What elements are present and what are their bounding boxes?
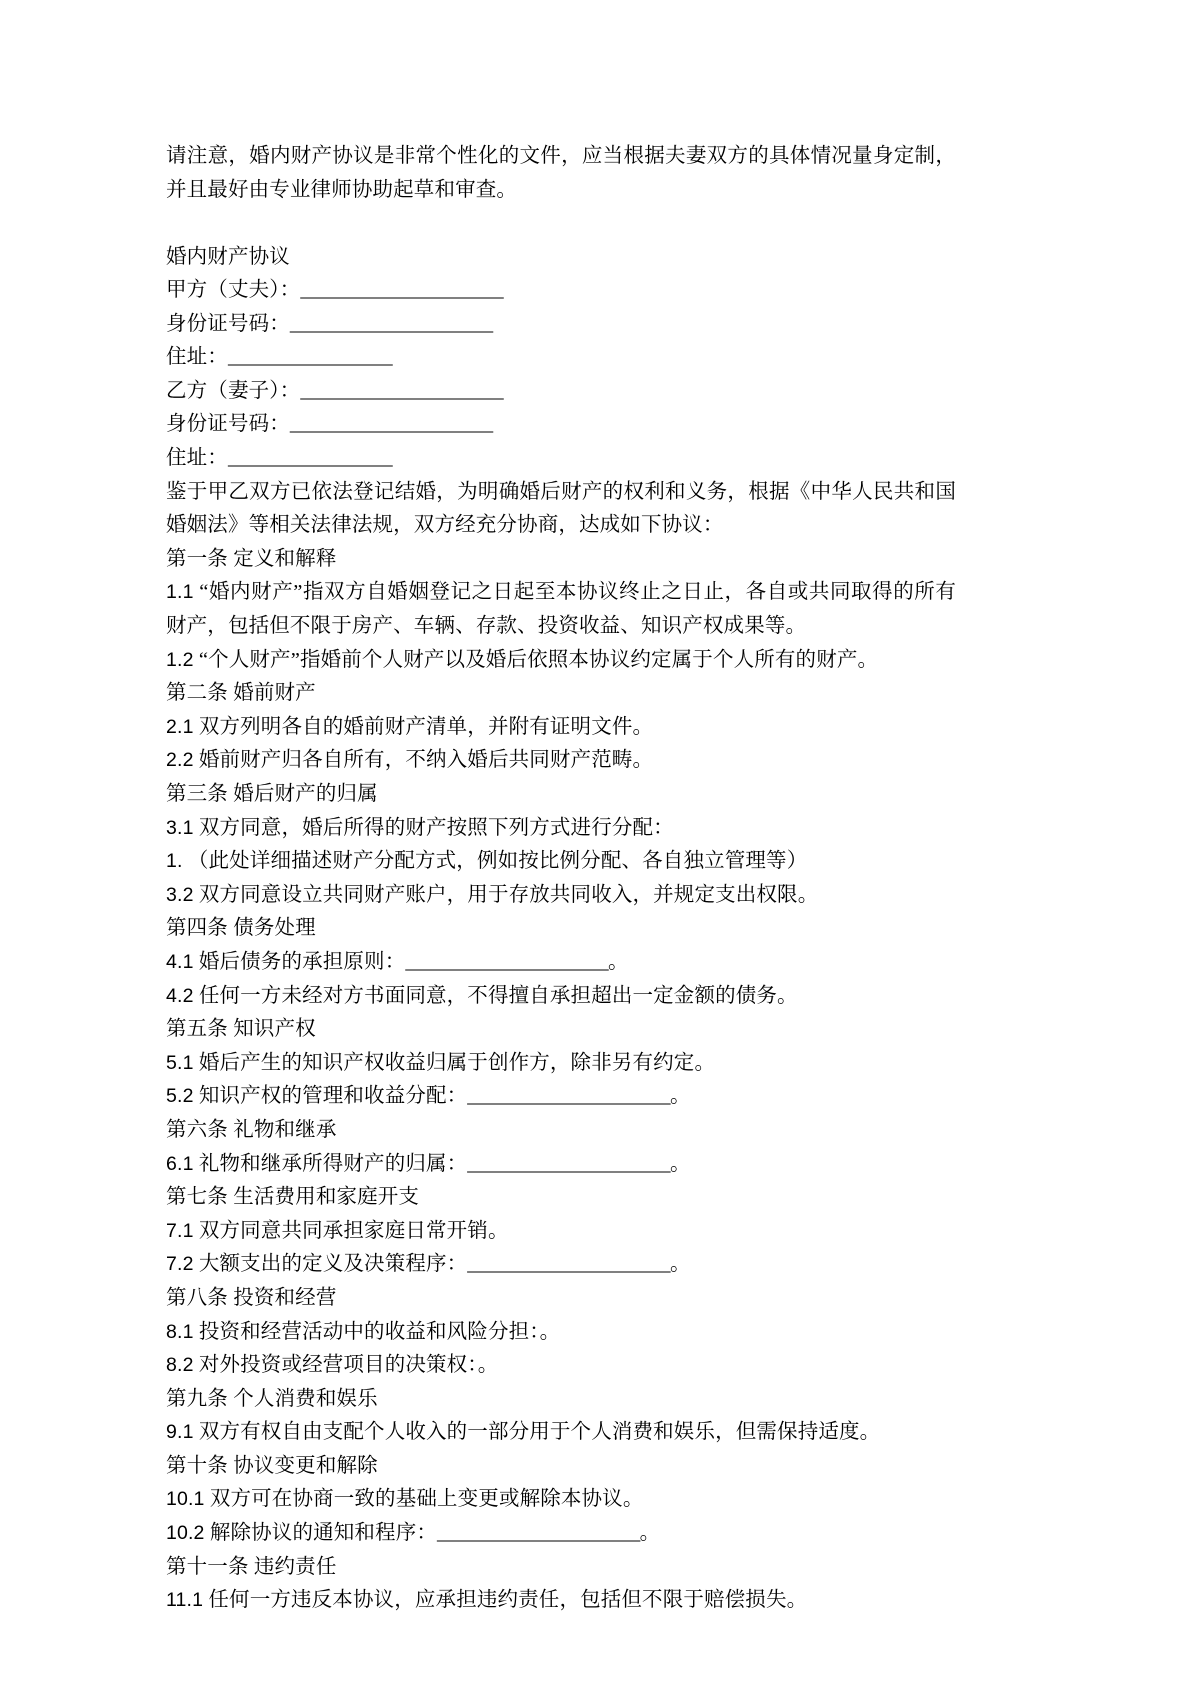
party-field-label: 身份证号码： <box>166 413 290 436</box>
clause-item-number: 8.2 <box>166 1354 194 1377</box>
party-field-blank[interactable]: _____________________ <box>300 279 503 302</box>
clause-item-text: “婚内财产”指双方自婚姻登记之日起至本协议终止之日止，各自或共同取得的所有财产，包括但不限于房产、车辆、存款、投资收益、知识产权成果等。 <box>166 581 957 638</box>
clause-heading: 第二条 婚前财产 <box>166 682 316 705</box>
clause-item-text: 双方同意共同承担家庭日常开销。 <box>198 1219 509 1242</box>
clause-item <box>166 1316 956 1350</box>
party-field-label: 住址： <box>166 346 228 369</box>
clause-item-number: 5.1 <box>166 1051 194 1074</box>
clause-heading: 第十条 协议变更和解除 <box>166 1454 378 1477</box>
party-field-row <box>166 274 956 308</box>
clause-item-number: 4.1 <box>166 950 194 973</box>
clause-item-text: 婚前财产归各自所有，不纳入婚后共同财产范畴。 <box>198 749 654 772</box>
clause-item-number: 7.1 <box>166 1219 194 1242</box>
clause-item-tail: 。 <box>669 1085 691 1108</box>
clause-item-tail: 。 <box>608 950 629 973</box>
clause-item-text: （此处详细描述财产分配方式，例如按比例分配、各自独立管理等） <box>187 850 808 873</box>
clause-item-number: 1. <box>166 850 183 873</box>
clause-item <box>166 879 956 913</box>
clause-item <box>166 711 956 745</box>
party-field-blank[interactable]: _____________________ <box>300 379 503 402</box>
clause-heading: 第一条 定义和解释 <box>166 547 337 570</box>
preamble-paragraph: 鉴于甲乙双方已依法登记结婚，为明确婚后财产的权利和义务，根据《中华人民共和国婚姻法》等相关法律法规，双方经充分协商，达成如下协议： <box>166 480 956 537</box>
clause-item <box>166 980 956 1014</box>
clause-item-text: 双方列明各自的婚前财产清单，并附有证明文件。 <box>198 715 654 738</box>
clause-item-number: 2.2 <box>166 749 194 772</box>
clause-item-text: 任何一方违反本协议，应承担违约责任，包括但不限于赔偿损失。 <box>208 1589 808 1612</box>
party-field-row <box>166 308 956 342</box>
clause-item-number: 8.1 <box>166 1320 194 1343</box>
clause-item-blank[interactable]: _____________________ <box>467 1085 670 1108</box>
clause-item-text: 任何一方未经对方书面同意，不得擅自承担超出一定金额的债务。 <box>198 984 798 1007</box>
clause-heading: 第五条 知识产权 <box>166 1018 316 1041</box>
notice-paragraph: 请注意，婚内财产协议是非常个性化的文件，应当根据夫妻双方的具体情况量身定制，并且最好由专业律师协助起草和审查。 <box>166 145 956 201</box>
clause-item-number: 4.2 <box>166 984 194 1007</box>
party-field-label: 乙方（妻子）： <box>166 379 301 402</box>
clause-item-number: 7.2 <box>166 1253 194 1276</box>
clause-item <box>166 576 956 643</box>
clause-item-tail: 。 <box>669 1253 691 1276</box>
document-content <box>166 140 956 1618</box>
clause-item-text: 知识产权的管理和收益分配： <box>198 1085 468 1108</box>
clause-heading: 第七条 生活费用和家庭开支 <box>166 1186 420 1209</box>
clause-item-number: 5.2 <box>166 1085 194 1108</box>
clause-item-number: 1.1 <box>166 581 194 604</box>
clause-item-number: 11.1 <box>166 1589 204 1612</box>
clause-item <box>166 1416 956 1450</box>
party-field-row <box>166 408 956 442</box>
party-fields-block <box>166 274 956 476</box>
clause-item-number: 3.2 <box>166 883 194 906</box>
clause-heading: 第三条 婚后财产的归属 <box>166 783 378 805</box>
clause-item-text: “个人财产”指婚前个人财产以及婚后依照本协议约定属于个人所有的财产。 <box>198 648 879 671</box>
party-field-label: 甲方（丈夫）： <box>166 279 301 302</box>
clause-item-number: 6.1 <box>166 1152 194 1175</box>
party-field-blank[interactable]: _____________________ <box>289 413 493 436</box>
clause-item <box>166 1517 956 1551</box>
clause-item-text: 投资和经营活动中的收益和风险分担：。 <box>198 1320 561 1343</box>
clause-item-text: 双方同意设立共同财产账户，用于存放共同收入，并规定支出权限。 <box>198 883 819 906</box>
clause-item <box>166 1148 956 1182</box>
clause-item-blank[interactable]: _____________________ <box>467 1253 670 1276</box>
clause-heading: 第六条 礼物和继承 <box>166 1118 337 1141</box>
party-field-row <box>166 375 956 409</box>
party-field-label: 住址： <box>166 447 228 470</box>
clause-item <box>166 744 956 778</box>
party-field-row <box>166 341 956 375</box>
clause-item-text: 双方同意，婚后所得的财产按照下列方式进行分配： <box>198 816 674 839</box>
clause-item-number: 10.2 <box>166 1522 205 1545</box>
party-field-blank[interactable]: _____________________ <box>289 312 493 335</box>
clause-item-text: 礼物和继承所得财产的归属： <box>198 1152 468 1175</box>
clause-item-tail: 。 <box>669 1152 691 1175</box>
document-title: 婚内财产协议 <box>166 245 290 268</box>
clause-item-blank[interactable]: _____________________ <box>467 1152 670 1175</box>
clause-item-text: 婚后债务的承担原则： <box>198 950 406 973</box>
clause-item-blank[interactable]: _____________________ <box>437 1522 640 1545</box>
clause-item-text: 双方有权自由支配个人收入的一部分用于个人消费和娱乐，但需保持适度。 <box>198 1421 881 1444</box>
clause-item <box>166 845 956 879</box>
clauses-block <box>166 543 956 1618</box>
clause-item <box>166 1248 956 1282</box>
clause-item-text: 婚后产生的知识产权收益归属于创作方，除非另有约定。 <box>198 1051 716 1074</box>
party-field-blank[interactable]: _________________ <box>227 346 393 369</box>
clause-item-number: 9.1 <box>166 1421 194 1444</box>
clause-heading: 第八条 投资和经营 <box>166 1286 337 1309</box>
clause-heading: 第十一条 违约责任 <box>166 1555 337 1578</box>
paragraph-spacer <box>166 207 956 241</box>
clause-item <box>166 644 956 678</box>
party-field-label: 身份证号码： <box>166 312 290 335</box>
clause-item-text: 大额支出的定义及决策程序： <box>198 1253 468 1276</box>
clause-item <box>166 1349 956 1383</box>
clause-item-blank[interactable]: _____________________ <box>405 950 608 973</box>
clause-item <box>166 812 956 846</box>
clause-item-text: 对外投资或经营项目的决策权：。 <box>198 1354 499 1377</box>
clause-item-tail: 。 <box>639 1522 661 1545</box>
clause-item <box>166 1584 956 1618</box>
party-field-row <box>166 442 956 476</box>
clause-item <box>166 1215 956 1249</box>
clause-item-number: 1.2 <box>166 648 194 671</box>
clause-item-number: 10.1 <box>166 1488 205 1511</box>
clause-item <box>166 946 956 980</box>
clause-item <box>166 1080 956 1114</box>
clause-heading: 第九条 个人消费和娱乐 <box>166 1387 378 1410</box>
clause-item-text: 双方可在协商一致的基础上变更或解除本协议。 <box>209 1488 644 1511</box>
clause-heading: 第四条 债务处理 <box>166 917 316 940</box>
clause-item <box>166 1483 956 1517</box>
clause-item-number: 3.1 <box>166 816 194 839</box>
party-field-blank[interactable]: _________________ <box>227 447 393 470</box>
clause-item-number: 2.1 <box>166 715 194 738</box>
clause-item <box>166 1047 956 1081</box>
clause-item-text: 解除协议的通知和程序： <box>209 1522 437 1545</box>
